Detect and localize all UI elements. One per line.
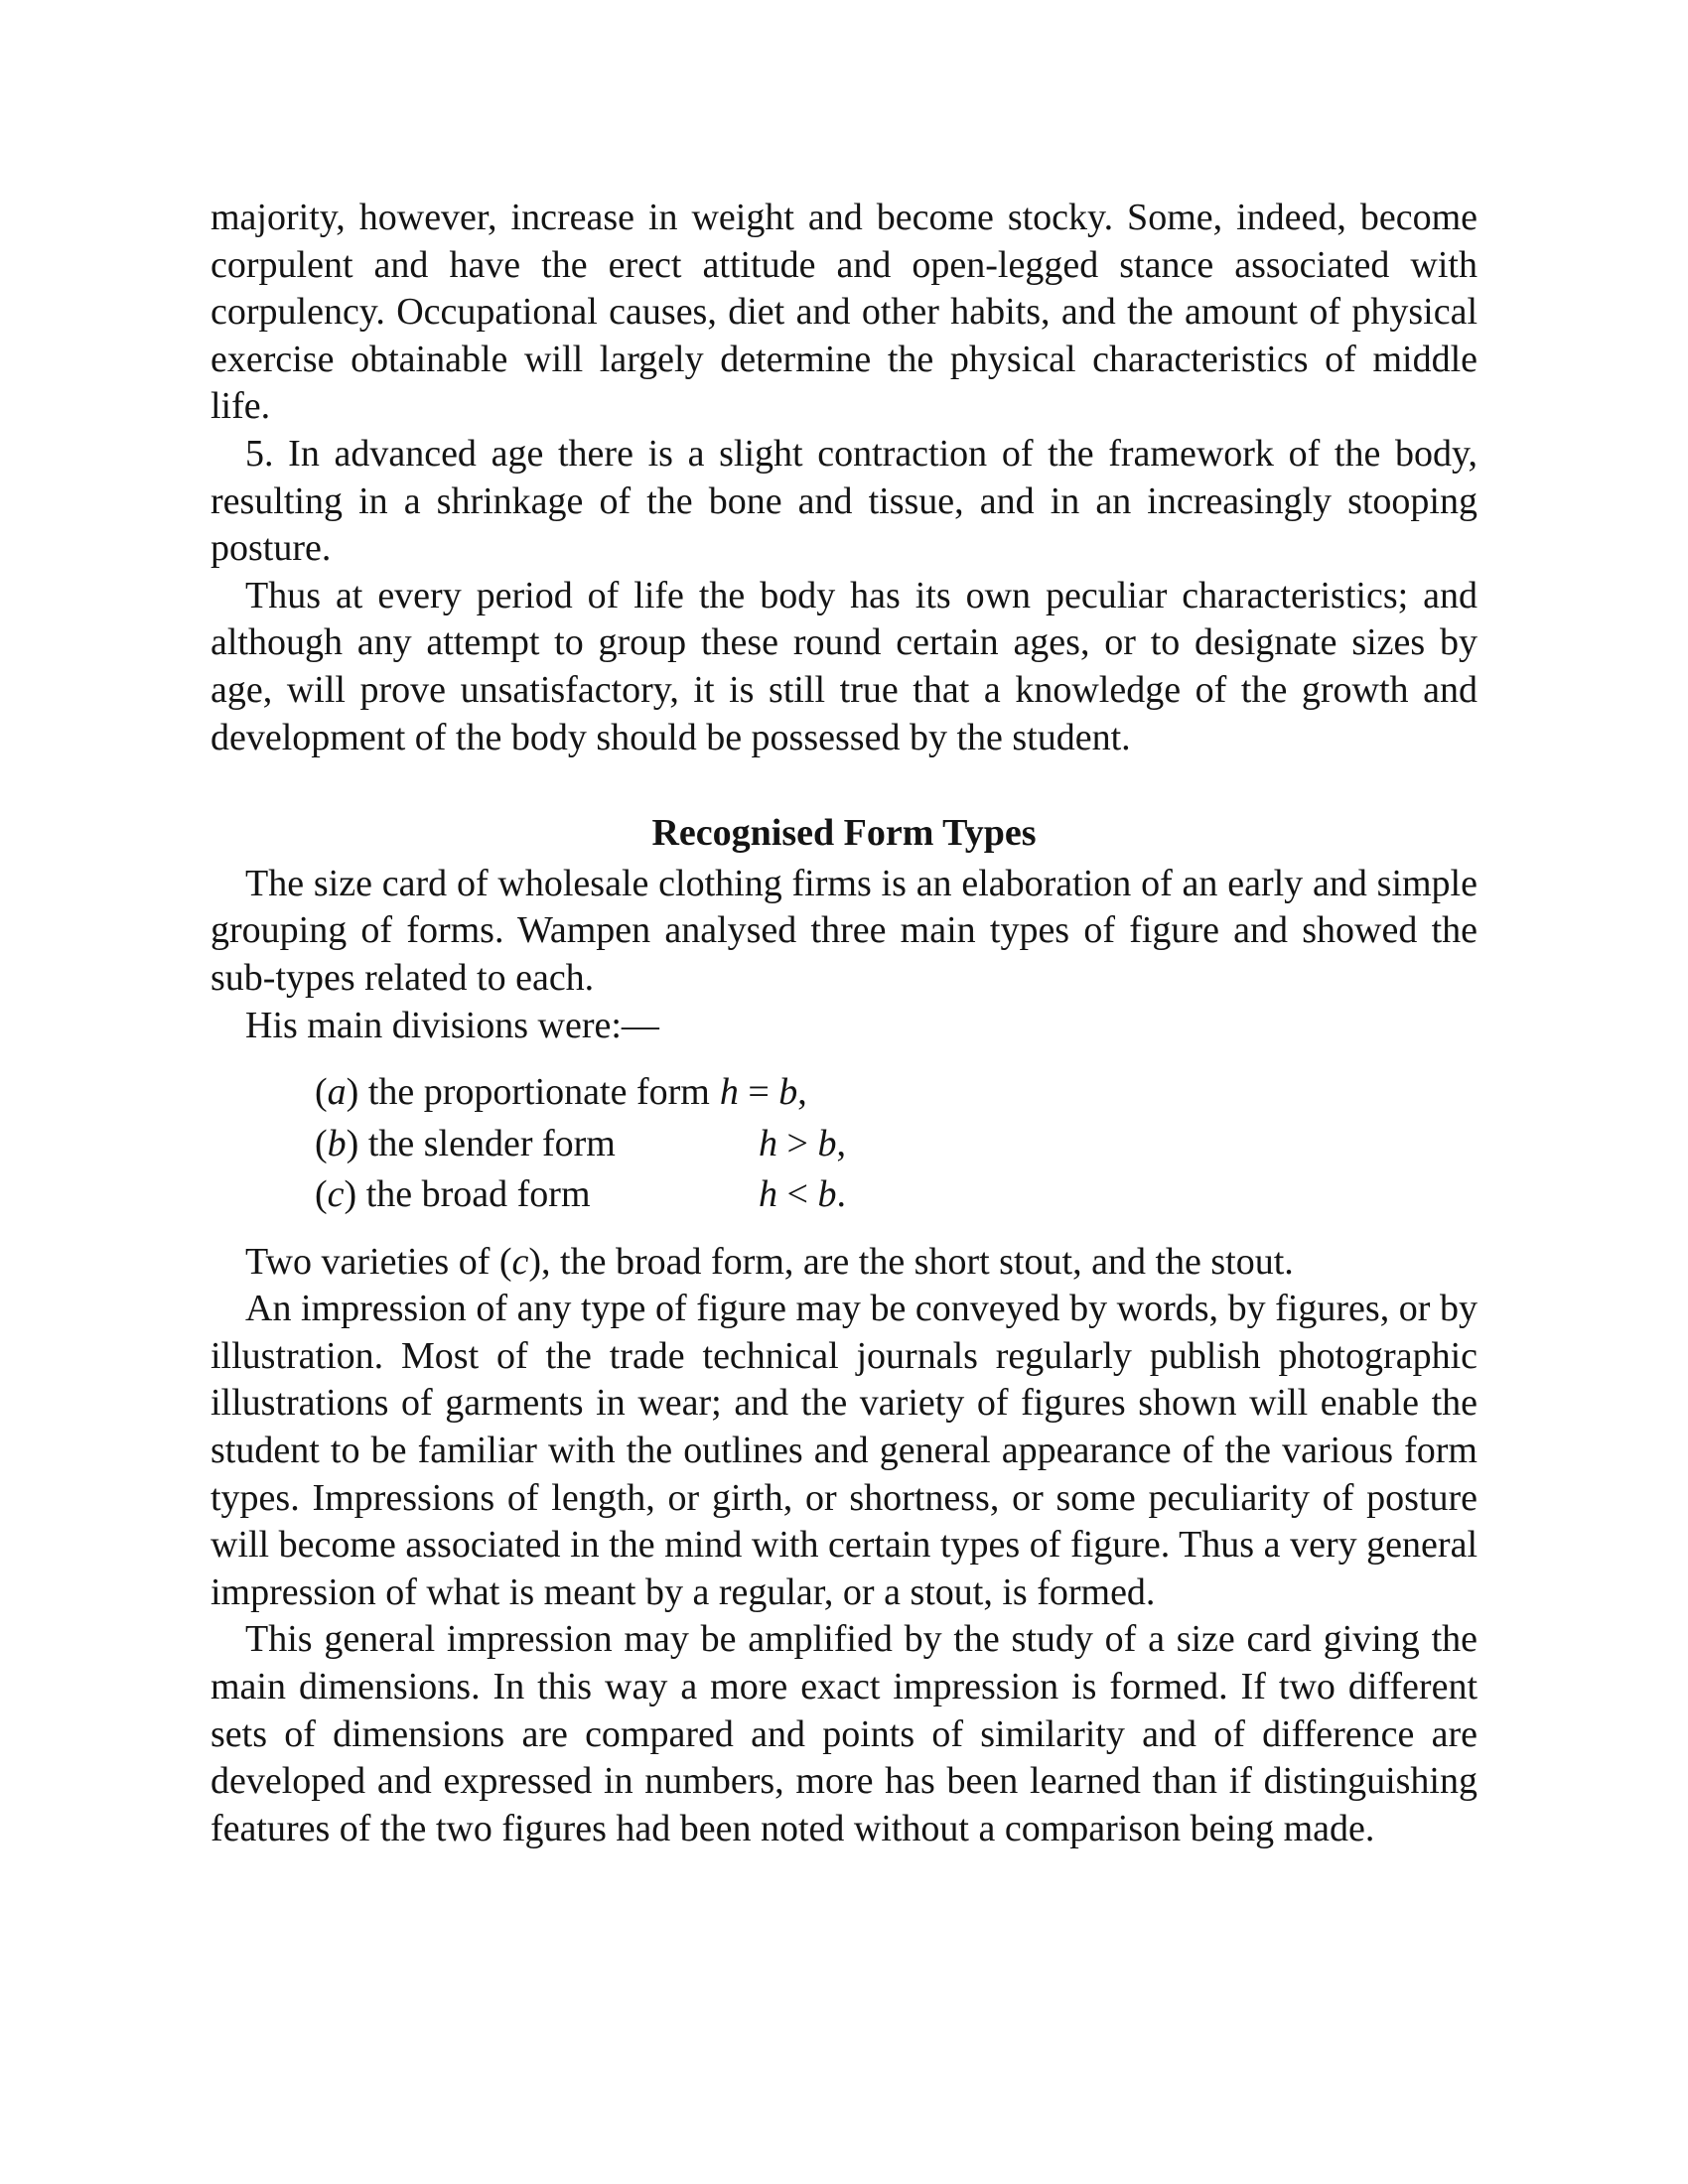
page-body (211, 195, 1477, 1852)
division-name: the proportionate form (367, 1071, 710, 1114)
paragraph-size-card: The size card of wholesale clothing firms is an elaboration of an early and simple grouping of forms. Wampen analysed three main types of figure and showed the sub-types related to each. (211, 862, 1477, 999)
division-item-slender: (b) the slender form h > b, (315, 1119, 1477, 1170)
division-letter: c (327, 1173, 345, 1216)
divisions-list (211, 1067, 1477, 1221)
division-relation: h > b, (759, 1122, 846, 1164)
paragraph-every-period: Thus at every period of life the body has its own peculiar characteristics; and although any attempt to group these round certain ages, or to designate sizes by age, will prove unsatisfactory, it is still true that a knowledge of the growth and development of the body should be possessed by the student. (211, 574, 1477, 758)
paragraph-middle-life: majority, however, increase in weight and become stocky. Some, indeed, become corpulent and have the erect attitude and open-legged stance associated with corpulency. Occupational causes, diet and other habits, and the amount of physical exercise obtainable will largely determine the physical characteristics of middle life. (211, 197, 1477, 428)
paragraph-varieties: Two varieties of (c), the broad form, are the short stout, and the stout. (245, 1240, 1294, 1283)
paragraph-advanced-age: 5. In advanced age there is a slight contraction of the framework of the body, resulting in a shrinkage of the bone and tissue, and in an increasingly stooping posture. (211, 432, 1477, 570)
paragraph-main-divisions: His main divisions were:— (245, 1004, 659, 1046)
division-item-broad: (c) the broad form h < b. (315, 1169, 1477, 1221)
division-name: the broad form (365, 1173, 591, 1216)
paragraph-general-impression: This general impression may be amplified by the study of a size card giving the main dimensions. In this way a more exact impression is formed. If two different sets of dimensions are compared and points of similarity and of difference are developed and expressed in numbers, more has been learned than if distinguishing features of the two figures had been noted without a comparison being made. (211, 1618, 1477, 1849)
division-relation: h < b. (759, 1173, 846, 1216)
division-item-proportionate: (a) the proportionate form h = b, (315, 1067, 1477, 1119)
division-letter: a (327, 1071, 347, 1114)
division-letter: b (327, 1122, 347, 1164)
paragraph-impression: An impression of any type of figure may be conveyed by words, by figures, or by illustration. Most of the trade technical journals regularly publish photographic illustrations of garments in wear; and the variety of figures shown will enable the student to be familiar with the outlines and general appearance of the various form types. Impressions of length, or girth, or shortness, or some peculiarity of posture will become associated in the mind with certain types of figure. Thus a very general impression of what is meant by a regular, or a stout, is formed. (211, 1288, 1477, 1613)
section-heading: Recognised Form Types (651, 812, 1037, 855)
division-relation: h = b, (719, 1071, 807, 1114)
division-name: the slender form (367, 1122, 616, 1164)
